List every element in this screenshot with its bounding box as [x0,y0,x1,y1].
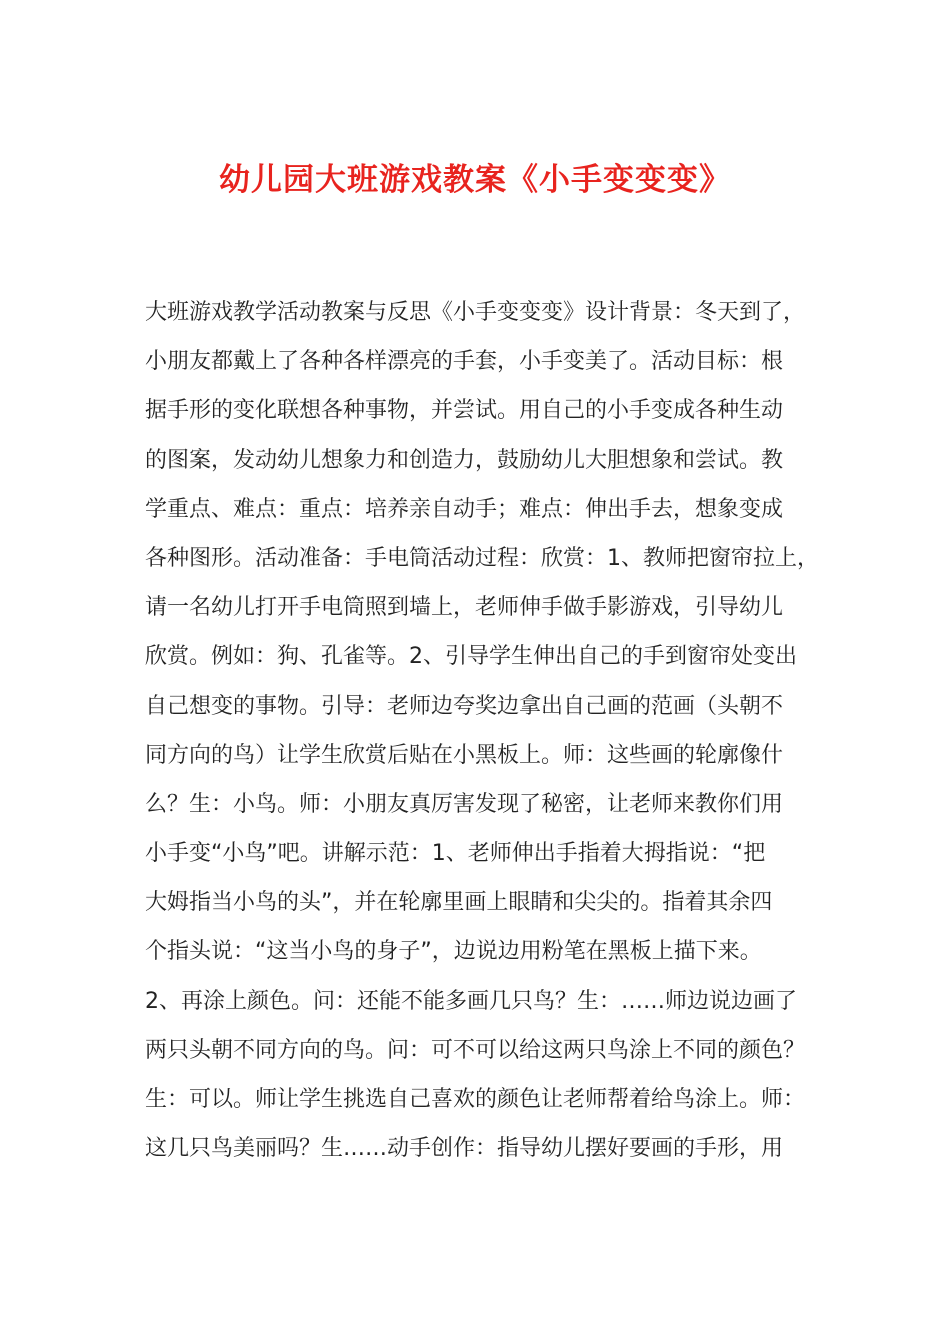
body-line: 生：可以。师让学生挑选自己喜欢的颜色让老师帮着给鸟涂上。师： [145,1087,806,1112]
document-body [145,288,825,1173]
body-line: 自己想变的事物。引导：老师边夸奖边拿出自己画的范画（头朝不 [145,693,784,719]
body-line: 这几只鸟美丽吗？生……动手创作：指导幼儿摆好要画的手形，用 [145,1136,784,1162]
body-line: 2、再涂上颜色。问：还能不能多画几只鸟？生：……师边说边画了 [145,988,797,1014]
body-line: 同方向的鸟）让学生欣赏后贴在小黑板上。师：这些画的轮廓像什 [145,742,784,768]
body-line: 欣赏。例如：狗、孔雀等。2、引导学生伸出自己的手到窗帘处变出 [145,644,797,670]
body-line: 小手变“小鸟”吧。讲解示范：1、老师伸出手指着大拇指说：“把 [145,841,766,867]
document-title: 幼儿园大班游戏教案《小手变变变》 [219,162,731,198]
body-line: 大班游戏教学活动教案与反思《小手变变变》设计背景：冬天到了， [145,300,806,325]
body-line: 据手形的变化联想各种事物，并尝试。用自己的小手变成各种生动 [145,398,784,424]
body-line: 学重点、难点：重点：培养亲自动手；难点：伸出手去，想象变成 [145,496,784,522]
body-line: 两只头朝不同方向的鸟。问：可不可以给这两只鸟涂上不同的颜色？ [145,1037,806,1063]
body-line: 么？生：小鸟。师：小朋友真厉害发现了秘密，让老师来教你们用 [145,791,784,817]
body-line: 的图案，发动幼儿想象力和创造力，鼓励幼儿大胆想象和尝试。教 [145,447,784,473]
body-line: 请一名幼儿打开手电筒照到墙上，老师伸手做手影游戏，引导幼儿 [145,595,784,621]
body-line: 个指头说：“这当小鸟的身子”，边说边用粉笔在黑板上描下来。 [145,939,762,965]
body-line: 小朋友都戴上了各种各样漂亮的手套，小手变美了。活动目标：根 [145,349,784,375]
body-line: 大姆指当小鸟的头”，并在轮廓里画上眼睛和尖尖的。指着其余四 [145,890,773,916]
body-line: 各种图形。活动准备：手电筒活动过程：欣赏：1、教师把窗帘拉上， [145,545,819,571]
